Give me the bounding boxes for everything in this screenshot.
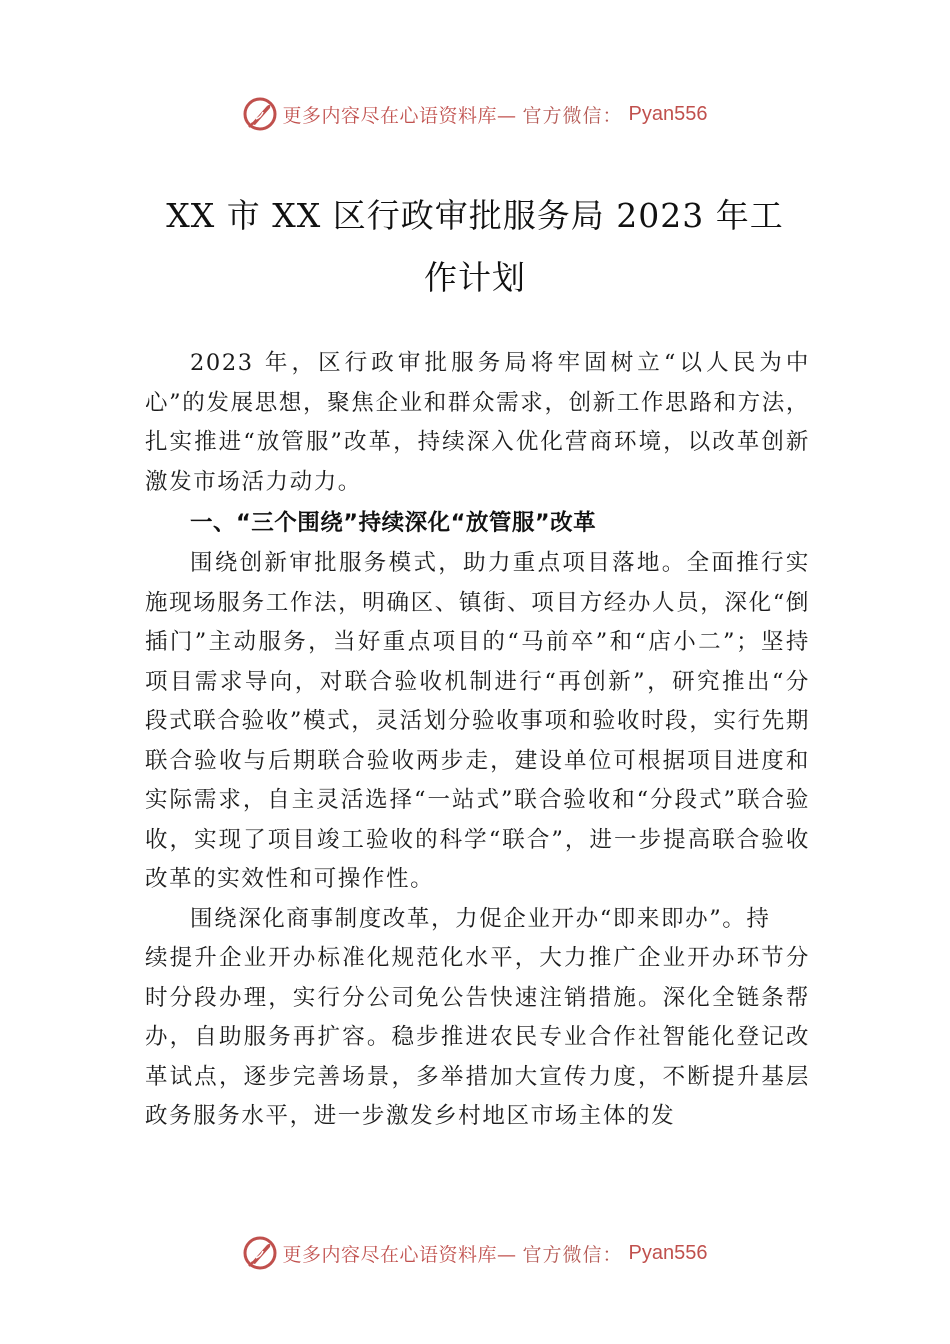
banner-wechat-id: Pyan556 <box>628 102 708 125</box>
document-body <box>145 344 810 1137</box>
section-1-paragraph-2-continuation: 续提升企业开办标准化规范化水平，大力推广企业开办环节分时分段办理，实行分公司免公告快速注销措施。深化全链条帮办，自助服务再扩容。稳步推进农民专业合作社智能化登记改革试点，逐步完善场景，多举措加大宣传力度，不断提升基层政务服务水平，进一步激发乡村地区市场主体的发 <box>145 945 810 1129</box>
footer-banner <box>0 1233 950 1273</box>
header-banner <box>0 94 950 134</box>
quill-pen-logo-icon <box>243 1236 277 1270</box>
document-title-line1: XX 市 XX 区行政审批服务局 2023 年工 <box>166 196 784 235</box>
section-1-heading: 一、“三个围绕”持续深化“放管服”改革 <box>190 510 597 536</box>
footer-banner-wechat-label: 官方微信： <box>522 1243 623 1266</box>
document-title-line2: 作计划 <box>424 258 526 297</box>
banner-wechat-label: 官方微信： <box>522 104 623 127</box>
footer-banner-tagline: 更多内容尽在心语资料库— <box>282 1243 517 1266</box>
section-1-paragraph-2-first-line: 围绕深化商事制度改革，力促企业开办“即来即办”。持 <box>190 905 771 932</box>
section-1-paragraph-1: 围绕创新审批服务模式，助力重点项目落地。全面推行实施现场服务工作法，明确区、镇街、项目方经办人员，深化“倒插门”主动服务，当好重点项目的“马前卒”和“店小二”；坚持项目需求导向，对联合验收机制进行“再创新”，研究推出“分段式联合验收”模式，灵活划分验收事项和验收时段，实行先期联合验收与后期联合验收两步走，建设单位可根据项目进度和实际需求，自主灵活选择“一站式”联合验收和“分段式”联合验收，实现了项目竣工验收的科学“联合”，进一步提高联合验收改革的实效性和可操作性。 <box>145 550 810 892</box>
document-title <box>100 185 850 309</box>
footer-banner-wechat-id: Pyan556 <box>628 1241 708 1264</box>
intro-paragraph: 2023 年，区行政审批服务局将牢固树立“以人民为中心”的发展思想，聚焦企业和群众需求，创新工作思路和方法， 扎实推进“放管服”改革，持续深入优化营商环境，以改革创新激发市场活力动力。 <box>145 350 810 495</box>
banner-tagline: 更多内容尽在心语资料库— <box>282 104 517 127</box>
quill-pen-logo-icon <box>243 97 277 131</box>
